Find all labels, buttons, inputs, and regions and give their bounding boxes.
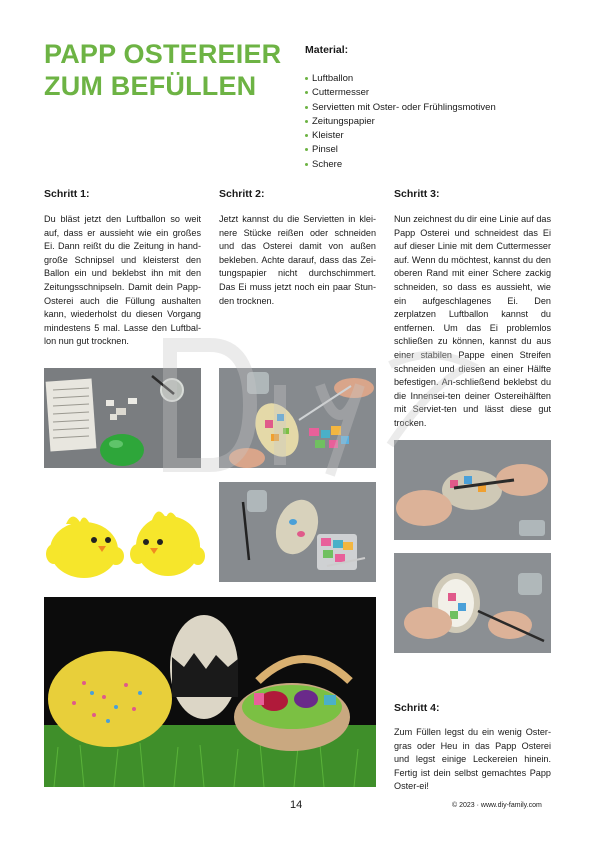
step-1-text: Du bläst jetzt den Luftballon so weit auf, dass er aussieht wie ein großes Ei. Dann reißt du die Zeitung in hand-große Schnipsel und kleisterst den Ballon ein und beklebst ihn mit den Zeitungsschnipseln. Damit dein Papp-Osterei auch die Füllung aushalten kann, wiederholst du diesen Vorgang mindestens 5 mal. Lasse den Luftbal-lon nun gut trocknen. xyxy=(44,214,201,347)
photo-cutting-egg xyxy=(394,440,551,540)
copyright-notice: © 2023 · www.diy-family.com xyxy=(452,802,542,809)
photo-decorated-egg xyxy=(219,482,376,582)
material-item: Schere xyxy=(305,158,496,172)
photo-gluing-inside xyxy=(394,553,551,653)
page-title: PAPP OSTEREIER ZUM BEFÜLLEN xyxy=(44,39,282,101)
material-item: Kleister xyxy=(305,129,496,143)
step-1-heading: Schritt 1: xyxy=(44,188,90,200)
chicks-illustration xyxy=(44,500,206,586)
material-heading: Material: xyxy=(305,44,349,56)
step-3-heading: Schritt 3: xyxy=(394,188,440,200)
step-4-heading: Schritt 4: xyxy=(394,702,440,714)
photo-newspaper-balloon xyxy=(44,368,201,468)
material-list xyxy=(305,72,496,172)
step-4-text: Zum Füllen legst du ein wenig Oster-gras oder Heu in das Papp Osterei und legst einige Leckereien hinein. Fertig ist dein selbst gemachtes Papp Oster-ei! xyxy=(394,727,551,792)
page-number: 14 xyxy=(290,799,303,811)
chick-left-icon xyxy=(46,516,124,578)
chick-right-icon xyxy=(130,511,205,576)
photo-napkin-pieces xyxy=(219,368,376,468)
step-3-text: Nun zeichnest du dir eine Linie auf das Papp Osterei und schneidest das Ei auf dieser Linie mit dem Cuttermesser auf. Wenn du möchtest, kannst du den oberen Rand mit einer Schere zackig schneiden, so dass es aussieht, wie ein aufgeschlagenes Ei. Den zerplatzen Luftballon kannst du entfernen. Um das Ei problemlos schließen zu können, kannst du aus einer stabilen Pappe einen Streifen schneiden und diesen an einer Hälfte befestigen. An-schließend beklebst du die Innensei-ten deiner Ostereihälften mit Serviet-ten und lässt diese gut trocken. xyxy=(394,214,551,428)
material-item: Cuttermesser xyxy=(305,86,496,100)
material-item: Luftballon xyxy=(305,72,496,86)
step-2-heading: Schritt 2: xyxy=(219,188,265,200)
material-item: Servietten mit Oster- oder Frühlingsmotiven xyxy=(305,101,496,115)
step-2-text: Jetzt kannst du die Servietten in klei-nere Stücke reißen oder schneiden und das Osterei damit von außen bekleben. Achte darauf, dass das Zei-tungspapier nicht durchschimmert. Das Ei muss jetzt noch ein paar Stun-den trocknen. xyxy=(219,214,376,306)
material-item: Pinsel xyxy=(305,143,496,157)
material-item: Zeitungspapier xyxy=(305,115,496,129)
photo-finished-eggs xyxy=(44,597,376,787)
